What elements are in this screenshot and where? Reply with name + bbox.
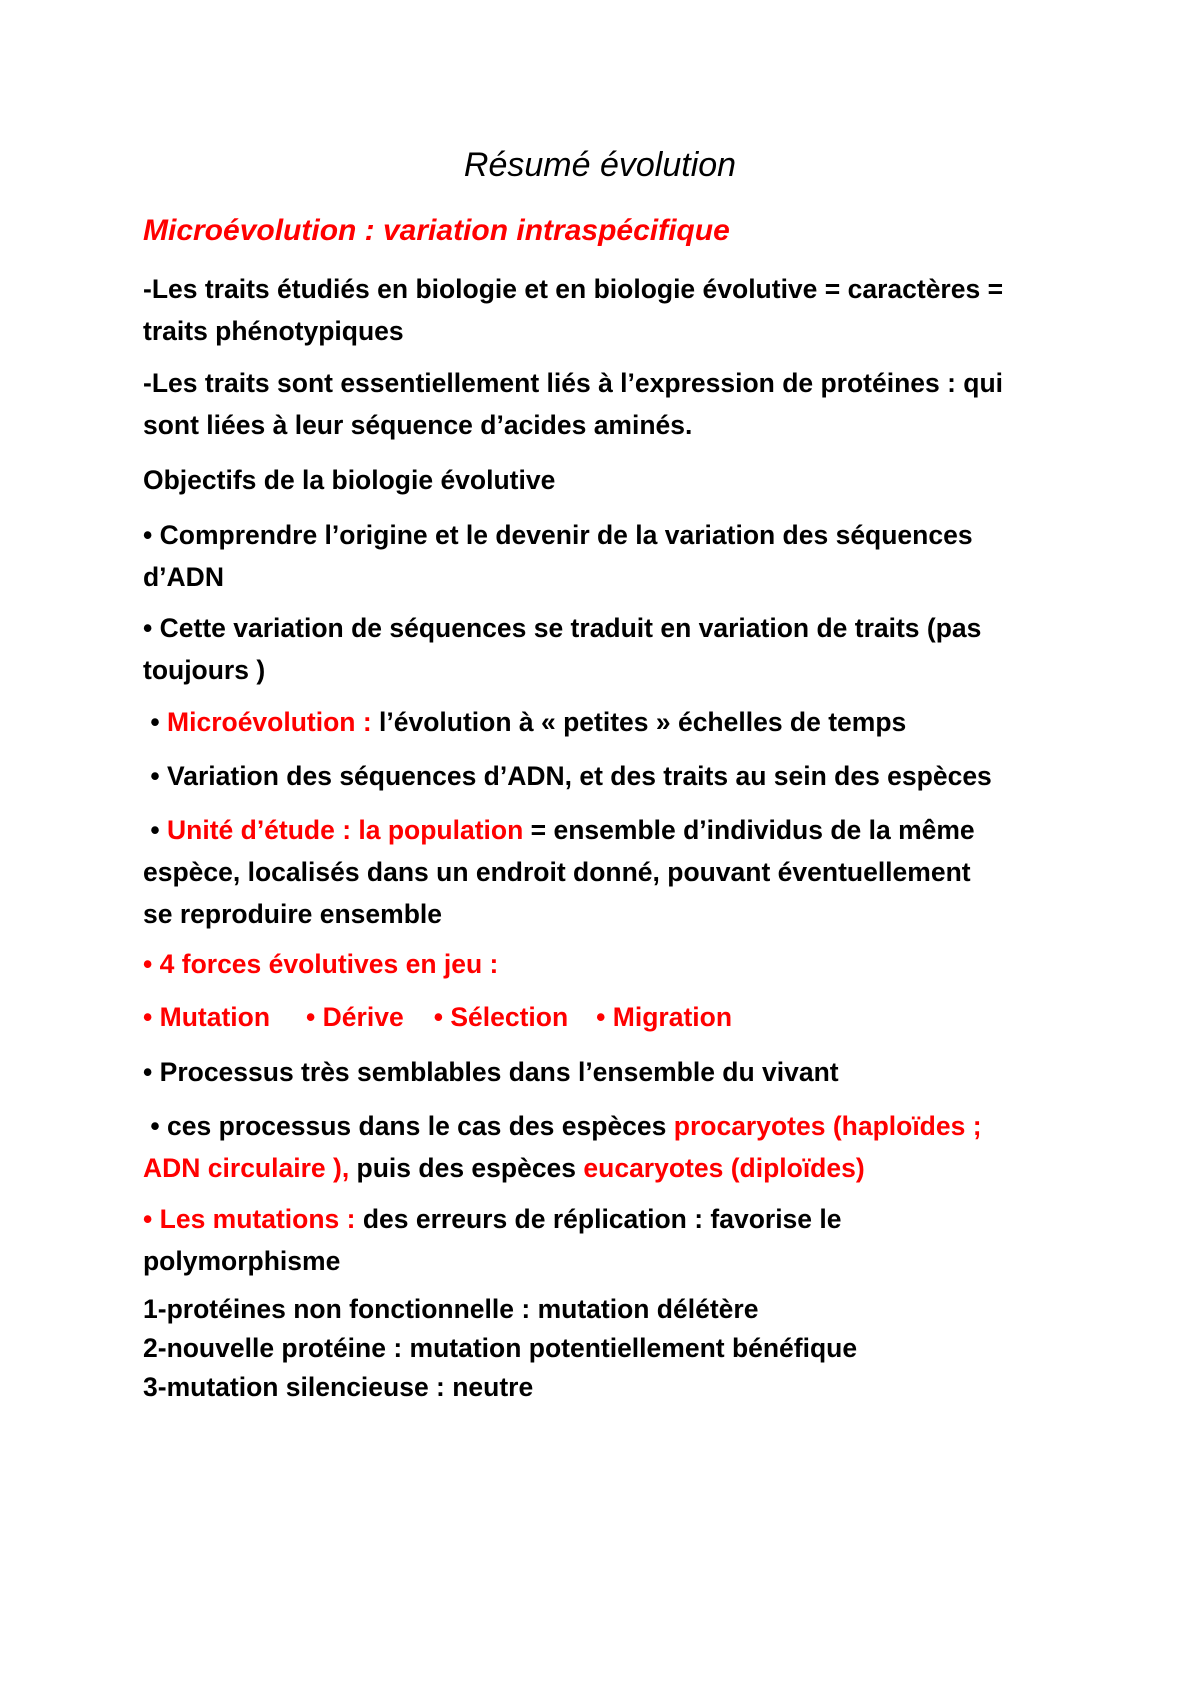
bullet-text: puis des espèces bbox=[349, 1153, 584, 1183]
force-derive: • Dérive bbox=[306, 1002, 404, 1032]
term-microevolution: Microévolution : bbox=[167, 707, 372, 737]
bullet-line bbox=[143, 1198, 842, 1240]
bullet-text: • ces processus dans le cas des espèces bbox=[143, 1111, 674, 1141]
paragraph-line: traits phénotypiques bbox=[143, 316, 404, 346]
term-adn-circulaire: ADN circulaire ), bbox=[143, 1153, 350, 1183]
bullet-line: d’ADN bbox=[143, 562, 224, 592]
bullet-comprendre bbox=[143, 514, 973, 598]
bullet-line bbox=[143, 1147, 982, 1189]
bullet-line: • Cette variation de séquences se traduit en variation de traits (pas bbox=[143, 613, 982, 643]
force-mutation: • Mutation bbox=[143, 1002, 271, 1032]
paragraph-line: sont liées à leur séquence d’acides aminés. bbox=[143, 410, 693, 440]
document-title: Résumé évolution bbox=[463, 146, 737, 184]
bullet-text: l’évolution à « petites » échelles de temps bbox=[371, 707, 907, 737]
bullet-variation-traits bbox=[143, 607, 981, 691]
term-population: Unité d’étude : la population bbox=[167, 815, 524, 845]
bullet-line: se reproduire ensemble bbox=[143, 899, 442, 929]
term-mutations: • Les mutations : bbox=[143, 1204, 356, 1234]
bullet-processus: • Processus très semblables dans l’ensemble du vivant bbox=[143, 1057, 839, 1087]
bullet-mutations bbox=[143, 1198, 842, 1282]
forces-list bbox=[143, 996, 732, 1038]
bullet-variation-sequences: • Variation des séquences d’ADN, et des traits au sein des espèces bbox=[143, 761, 992, 791]
list-item: 3-mutation silencieuse : neutre bbox=[143, 1372, 534, 1402]
bullet-microevolution bbox=[143, 701, 906, 743]
force-selection: • Sélection bbox=[433, 1002, 569, 1032]
bullet-line bbox=[143, 1105, 982, 1147]
objectifs-heading: Objectifs de la biologie évolutive bbox=[143, 465, 556, 495]
bullet-marker: • bbox=[143, 707, 168, 737]
list-item: 2-nouvelle protéine : mutation potentiellement bénéfique bbox=[143, 1333, 858, 1363]
paragraph-line: -Les traits étudiés en biologie et en biologie évolutive = caractères = bbox=[143, 274, 1004, 304]
bullet-line: • Comprendre l’origine et le devenir de la variation des séquences bbox=[143, 520, 973, 550]
bullet-line: toujours ) bbox=[143, 655, 266, 685]
bullet-text: = ensemble d’individus de la même bbox=[523, 815, 975, 845]
bullet-line: espèce, localisés dans un endroit donné, pouvant éventuellement bbox=[143, 857, 971, 887]
term-procaryotes: procaryotes (haploïdes ; bbox=[673, 1111, 982, 1141]
bullet-line: polymorphisme bbox=[143, 1246, 341, 1276]
bullet-procaryotes bbox=[143, 1105, 982, 1189]
bullet-marker: • bbox=[143, 815, 168, 845]
list-item: 1-protéines non fonctionnelle : mutation délétère bbox=[143, 1294, 759, 1324]
paragraph-proteins bbox=[143, 362, 1003, 446]
bullet-line bbox=[143, 809, 975, 851]
section-subtitle: Microévolution : variation intraspécifique bbox=[143, 214, 730, 247]
paragraph-line: -Les traits sont essentiellement liés à l’expression de protéines : qui bbox=[143, 368, 1004, 398]
term-eucaryotes: eucaryotes (diploïdes) bbox=[583, 1153, 865, 1183]
mutation-types-list bbox=[143, 1290, 857, 1407]
force-migration: • Migration bbox=[596, 1002, 733, 1032]
bullet-unite-etude bbox=[143, 809, 975, 935]
forces-heading: • 4 forces évolutives en jeu : bbox=[143, 949, 499, 979]
bullet-text: des erreurs de réplication : favorise le bbox=[355, 1204, 842, 1234]
paragraph-traits bbox=[143, 268, 1003, 352]
